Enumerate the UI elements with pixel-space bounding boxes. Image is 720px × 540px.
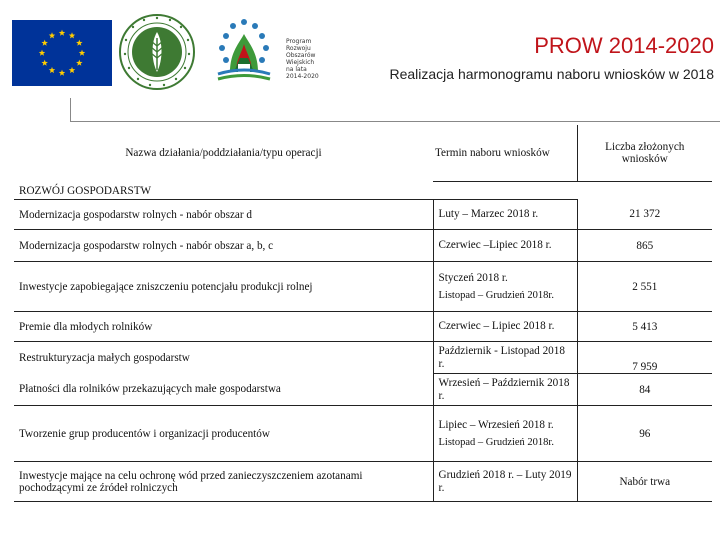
row-term-line: Styczeń 2018 r.	[438, 271, 508, 284]
row-count: 96	[577, 406, 712, 462]
header-divider-horizontal	[70, 121, 720, 122]
row-term-line: Listopad – Grudzień 2018r.	[438, 436, 554, 448]
row-term: Grudzień 2018 r. – Luty 2019 r.	[433, 462, 577, 502]
table-row	[14, 406, 712, 462]
row-count: 7 959	[577, 342, 712, 374]
row-count: Nabór trwa	[577, 462, 712, 502]
section-row	[14, 182, 712, 200]
row-name: Tworzenie grup producentów i organizacji producentów	[14, 406, 433, 462]
page-title: PROW 2014-2020	[534, 33, 714, 58]
row-count: 5 413	[577, 312, 712, 342]
table-row	[14, 374, 712, 406]
row-term: Czerwiec –Lipiec 2018 r.	[433, 230, 577, 262]
row-count: 865	[577, 230, 712, 262]
recruitment-schedule-table	[14, 125, 712, 502]
row-name: Inwestycje mające na celu ochronę wód przed zanieczyszczeniem azotanami pochodzącymi ze źródeł rolniczych	[14, 462, 433, 502]
header-name: Nazwa działania/poddziałania/typu operacji	[125, 147, 322, 160]
row-count: 2 551	[577, 262, 712, 312]
page-subtitle: Realizacja harmonogramu naboru wniosków w 2018	[389, 66, 714, 82]
table-row	[14, 312, 712, 342]
header-term: Termin naboru wniosków	[433, 125, 577, 182]
section-title: ROZWÓJ GOSPODARSTW	[14, 182, 577, 200]
header-count: Liczba złożonych wniosków	[577, 125, 712, 182]
row-name: Inwestycje zapobiegające zniszczeniu potencjału produkcji rolnej	[14, 262, 433, 312]
row-term-line: Listopad – Grudzień 2018r.	[438, 289, 554, 301]
row-term: Październik - Listopad 2018 r.	[433, 342, 577, 374]
row-count: 84	[577, 374, 712, 406]
row-term: Czerwiec – Lipiec 2018 r.	[433, 312, 577, 342]
row-count: 21 372	[577, 200, 712, 230]
header-divider-vertical	[70, 98, 71, 121]
prow-logo-text: Program Rozwoju Obszarów Wiejskich na lata 2014-2020	[286, 38, 319, 80]
table-row	[14, 462, 712, 502]
eu-flag-icon	[12, 20, 112, 86]
row-term	[433, 262, 577, 312]
row-term	[433, 406, 577, 462]
table-row	[14, 342, 712, 374]
row-name: Restrukturyzacja małych gospodarstw	[19, 351, 190, 364]
table-row	[14, 230, 712, 262]
row-name: Modernizacja gospodarstw rolnych - nabór obszar d	[14, 200, 433, 230]
row-name: Modernizacja gospodarstw rolnych - nabór obszar a, b, c	[14, 230, 433, 262]
table-row	[14, 200, 712, 230]
table-header-row	[14, 125, 712, 182]
row-term-line: Lipiec – Wrzesień 2018 r.	[438, 418, 554, 431]
table-row	[14, 262, 712, 312]
row-term: Wrzesień – Październik 2018 r.	[433, 374, 577, 406]
row-name: Płatności dla rolników przekazujących małe gospodarstwa	[14, 374, 433, 406]
row-name: Premie dla młodych rolników	[14, 312, 433, 342]
ministry-seal-icon	[118, 12, 196, 92]
row-term: Luty – Marzec 2018 r.	[433, 200, 577, 230]
